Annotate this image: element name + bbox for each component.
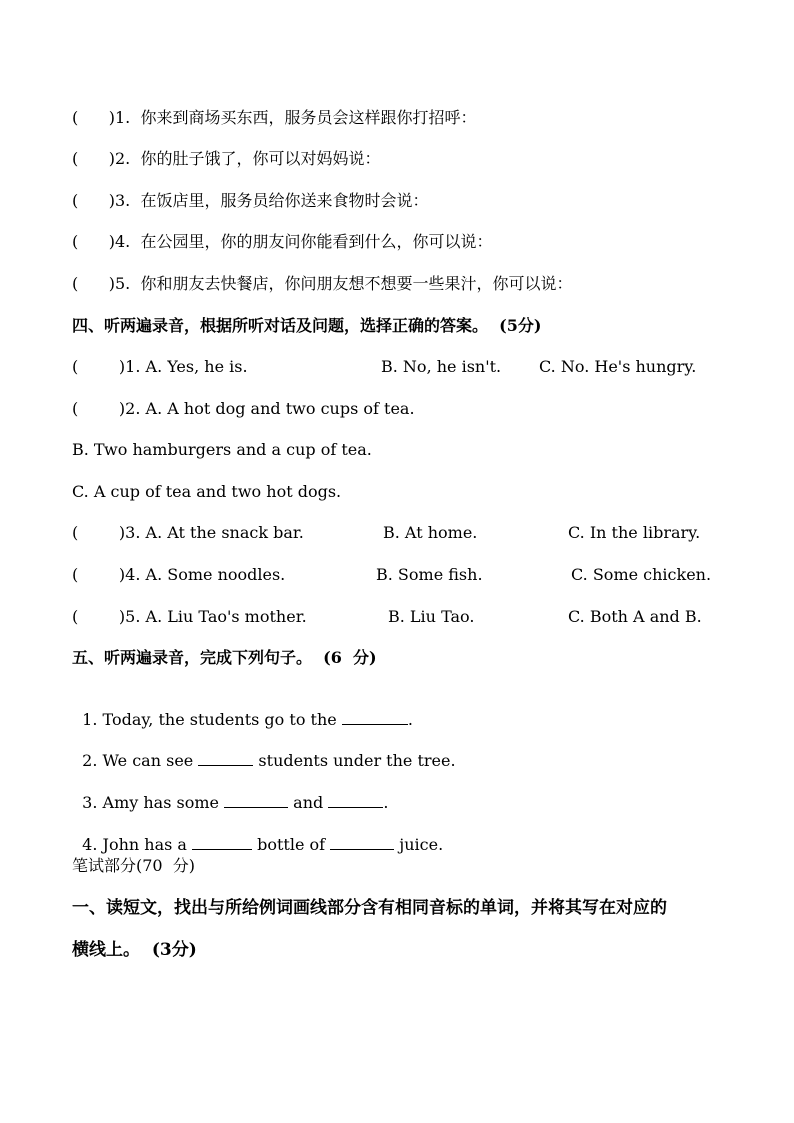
blank-5-1[interactable] (342, 710, 408, 725)
question-4-2-option-c: C. A cup of tea and two hot dogs. (72, 482, 342, 501)
question-3-2: ( )2. 你的肚子饿了，你可以对妈妈说： (72, 149, 381, 168)
question-4-1-stem: ( )1. A. Yes, he is. (72, 357, 248, 376)
question-4-5-option-c: C. Both A and B. (568, 607, 702, 626)
question-4-1-option-b: B. No, he isn't. (381, 357, 502, 376)
sentence-5-2-text: 2. We can see (82, 751, 199, 770)
question-4-4-stem: ( )4. A. Some noodles. (72, 565, 286, 584)
question-3-3: ( )3. 在饭店里，服务员给你送来食物时会说： (72, 191, 429, 210)
question-3-5: ( )5. 你和朋友去快餐店，你问朋友想不想要一些果汁，你可以说： (72, 274, 573, 293)
sentence-5-2-end: students under the tree. (253, 751, 456, 770)
section-5-heading: 五、听两遍录音，完成下列句子。 (6 分) (72, 648, 377, 667)
question-4-4-option-b: B. Some fish. (376, 565, 483, 584)
question-4-3-stem: ( )3. A. At the snack bar. (72, 523, 304, 542)
question-4-5-option-b: B. Liu Tao. (388, 607, 475, 626)
sentence-5-3-text: 3. Amy has some (82, 793, 225, 812)
blank-5-4b[interactable] (330, 835, 394, 850)
sentence-5-3-end: . (383, 793, 389, 812)
sentence-5-2 (72, 731, 456, 771)
written-section-1-heading-line1: 一、读短文，找出与所给例词画线部分含有相同音标的单词，并将其写在对应的 (72, 898, 667, 918)
question-4-5-stem: ( )5. A. Liu Tao's mother. (72, 607, 307, 626)
question-4-1-option-c: C. No. He's hungry. (539, 357, 697, 376)
sentence-5-4 (72, 815, 443, 855)
sentence-5-1-text: 1. Today, the students go to the (82, 710, 342, 729)
blank-5-4a[interactable] (192, 835, 252, 850)
sentence-5-1-end: . (407, 710, 413, 729)
question-4-3-option-c: C. In the library. (568, 523, 701, 542)
sentence-5-4-end: juice. (394, 835, 444, 854)
question-4-2-option-b: B. Two hamburgers and a cup of tea. (72, 440, 372, 459)
blank-5-2[interactable] (198, 751, 253, 766)
question-4-2-stem: ( )2. A. A hot dog and two cups of tea. (72, 399, 415, 418)
sentence-5-3-and: and (288, 793, 329, 812)
written-part-label: 笔试部分(70 分) (72, 856, 196, 875)
blank-5-3a[interactable] (224, 793, 288, 808)
sentence-5-4-mid: bottle of (252, 835, 331, 854)
sentence-5-1 (72, 690, 413, 730)
written-section-1-heading-line2: 横线上。 (3分) (72, 940, 197, 960)
blank-5-3b[interactable] (328, 793, 383, 808)
sentence-5-3 (72, 773, 388, 813)
question-3-1: ( )1. 你来到商场买东西，服务员会这样跟你打招呼： (72, 108, 477, 127)
sentence-5-4-text: 4. John has a (82, 835, 193, 854)
question-4-4-option-c: C. Some chicken. (571, 565, 712, 584)
question-4-3-option-b: B. At home. (383, 523, 478, 542)
section-4-heading: 四、听两遍录音，根据所听对话及问题，选择正确的答案。 (5分) (72, 316, 542, 335)
question-3-4: ( )4. 在公园里，你的朋友问你能看到什么，你可以说： (72, 232, 493, 251)
